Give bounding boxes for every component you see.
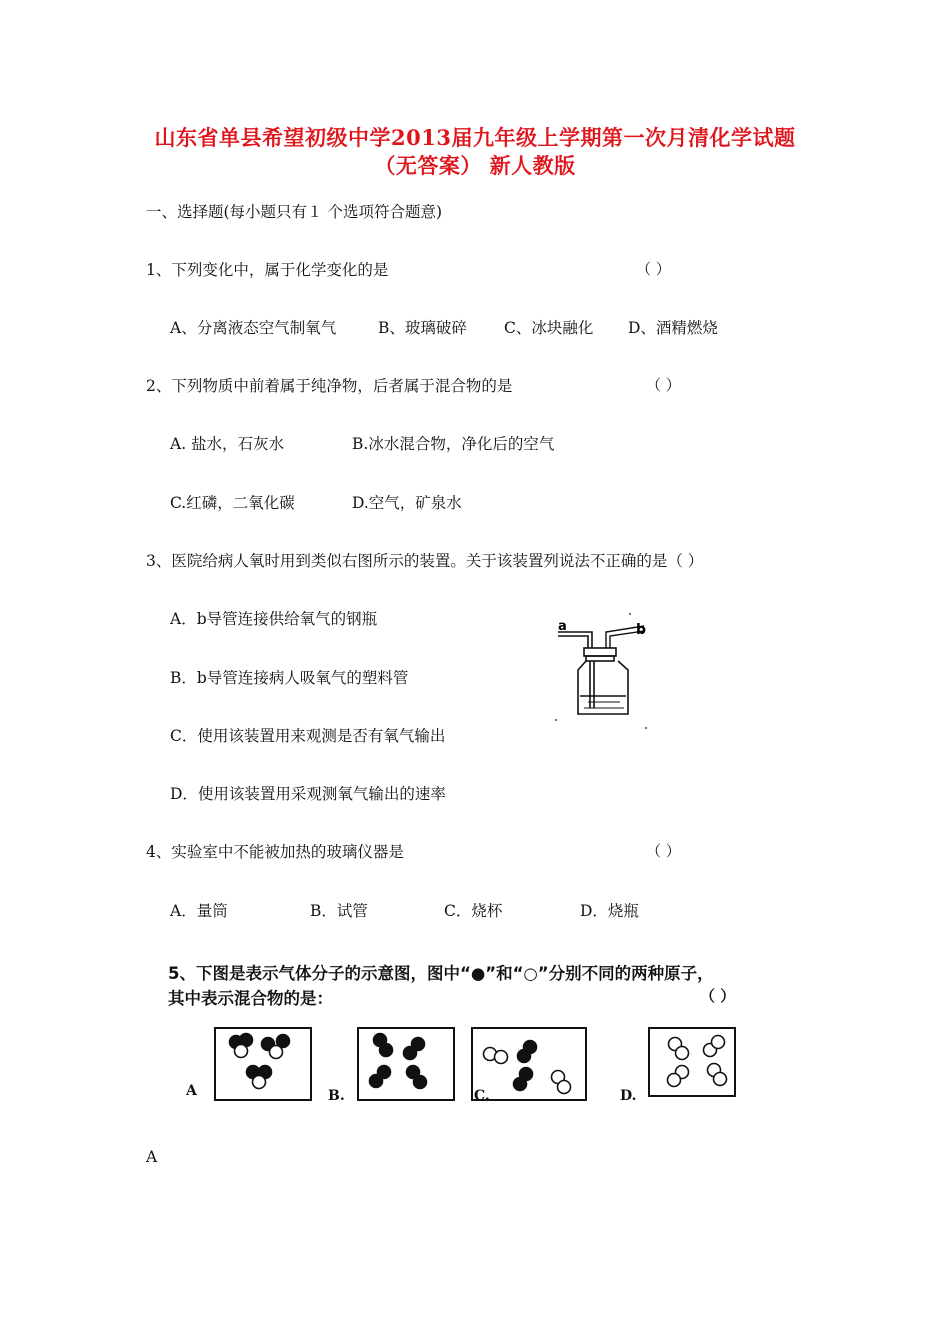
box-label-b: B.	[328, 1088, 345, 1104]
q2-option-b: B.冰水混合物，净化后的空气	[352, 435, 555, 453]
q3-option-d: D．使用该装置用采观测氧气输出的速率	[170, 785, 446, 803]
doc-title-line2: （无答案） 新人教版	[374, 153, 576, 178]
doc-title-line1: 山东省单县希望初级中学2013届九年级上学期第一次月清化学试题	[154, 125, 796, 150]
q3-stem: 3、医院给病人氧时用到类似右图所示的装置。关于该装置列说法不正确的是（ ）	[146, 552, 704, 570]
q2-answer-paren: （ ）	[646, 376, 681, 394]
q1-option-a: A、分离液态空气制氧气	[170, 319, 337, 337]
molecule-diagrams	[180, 1022, 750, 1112]
q1-stem: 1、下列变化中，属于化学变化的是	[146, 261, 389, 279]
tube-label-b: b	[636, 622, 647, 638]
q3-option-c: C．使用该装置用来观测是否有氧气输出	[170, 727, 446, 745]
q5-stem-line1: 5、下图是表示气体分子的示意图，图中“●”和“○”分别不同的两种原子，	[168, 964, 714, 983]
q3-option-a: A．b导管连接供给氧气的钢瓶	[170, 610, 378, 628]
q3-option-b: B．b导管连接病人吸氧气的塑料管	[170, 669, 409, 687]
footer-answer: A	[146, 1148, 158, 1166]
box-label-a: A	[186, 1083, 197, 1099]
q4-option-c: C．烧杯	[444, 902, 503, 920]
q2-option-a: A. 盐水，石灰水	[170, 435, 285, 453]
q4-option-b: B．试管	[310, 902, 368, 920]
box-label-d: D.	[620, 1088, 637, 1104]
q1-option-b: B、玻璃破碎	[378, 319, 467, 337]
q4-option-a: A．量筒	[170, 902, 228, 920]
box-b	[358, 1028, 454, 1100]
gas-bottle-figure	[548, 610, 658, 730]
q1-option-d: D、酒精燃烧	[628, 319, 718, 337]
q2-option-c: C.红磷，二氧化碳	[170, 494, 295, 512]
q1-option-c: C、冰块融化	[504, 319, 594, 337]
q5-answer-paren: （ ）	[700, 987, 736, 1005]
q2-stem: 2、下列物质中前着属于纯净物，后者属于混合物的是	[146, 377, 513, 395]
box-label-c: C.	[474, 1088, 490, 1104]
q4-answer-paren: （ ）	[646, 842, 681, 860]
q1-answer-paren: （ ）	[636, 260, 671, 278]
q4-stem: 4、实验室中不能被加热的玻璃仪器是	[146, 843, 404, 861]
tube-label-a: a	[558, 619, 567, 634]
section-heading: 一、选择题(每小题只有１ 个选项符合题意)	[146, 203, 443, 221]
q5-stem-line2: 其中表示混合物的是：	[168, 989, 333, 1008]
q4-option-d: D．烧瓶	[580, 902, 639, 920]
q2-option-d: D.空气，矿泉水	[352, 494, 462, 512]
